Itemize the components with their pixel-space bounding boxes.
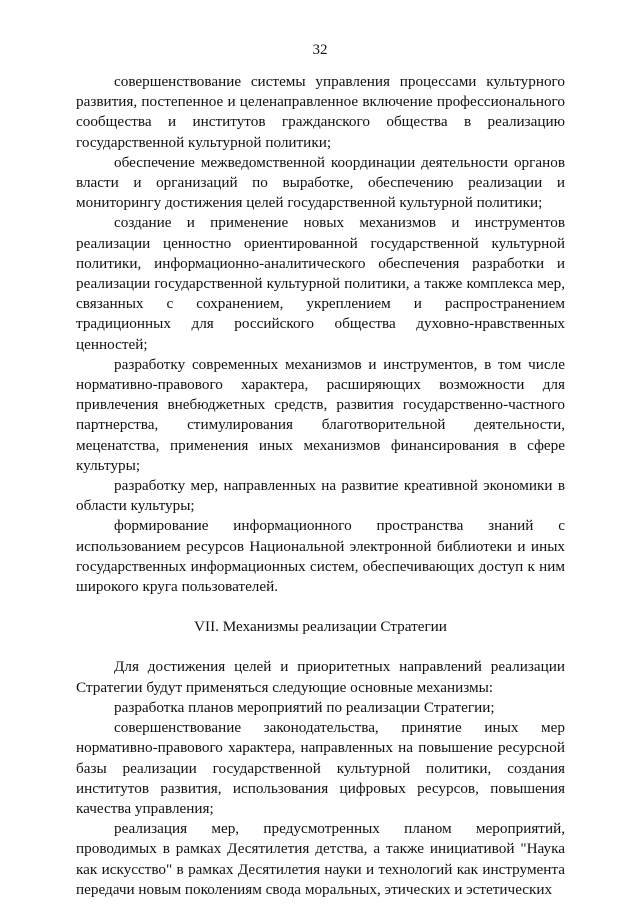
section-heading: VII. Механизмы реализации Стратегии (194, 618, 447, 636)
paragraph: создание и применение новых механизмов и инструментов реализации ценностно ориентированной государственной культурной политики, информационно-аналитического обеспечения разработки и реализации государственной культурной политики, а также комплекса мер, связанных с сохранением, укреплением и распространением традиционных для российского общества духовно-нравственных ценностей; (76, 214, 565, 353)
paragraph: совершенствование законодательства, принятие иных мер нормативно-правового характера, направленных на повышение ресурсной базы реализации государственной культурной политики, создания институтов развития, использования цифровых ресурсов, повышения качества управления; (76, 719, 565, 817)
paragraph: реализация мер, предусмотренных планом мероприятий, проводимых в рамках Десятилетия детства, а также инициативой "Наука как искусство" в рамках Десятилетия науки и технологий как инструмента передачи новым поколениям свода моральных, этических и эстетических (76, 820, 565, 898)
page-number: 32 (312, 42, 328, 58)
paragraph: формирование информационного пространства знаний с использованием ресурсов Национальной электронной библиотеки и иных государственных информационных систем, обеспечивающих доступ к ним широкого круга пользователей. (76, 517, 565, 596)
paragraph: совершенствование системы управления процессами культурного развития, постепенное и целенаправленное включение профессионального сообщества и институтов гражданского общества в реализацию государственной культурной политики; (76, 73, 565, 151)
paragraph: разработка планов мероприятий по реализации Стратегии; (114, 698, 495, 716)
paragraph: Для достижения целей и приоритетных направлений реализации Стратегии будут применяться следующие основные механизмы: (76, 658, 565, 696)
paragraph: обеспечение межведомственной координации деятельности органов власти и организаций по выработке, обеспечению реализации и мониторингу достижения целей государственной культурной политики; (76, 153, 565, 212)
paragraph: разработку современных механизмов и инструментов, в том числе нормативно-правового характера, расширяющих возможности для привлечения внебюджетных средств, развития государственно-частного партнерства, стимулирования благотворительной деятельности, меценатства, применения иных механизмов финансирования в сфере культуры; (76, 355, 565, 474)
paragraph: разработку мер, направленных на развитие креативной экономики в области культуры; (76, 477, 565, 515)
document-body (76, 72, 565, 900)
